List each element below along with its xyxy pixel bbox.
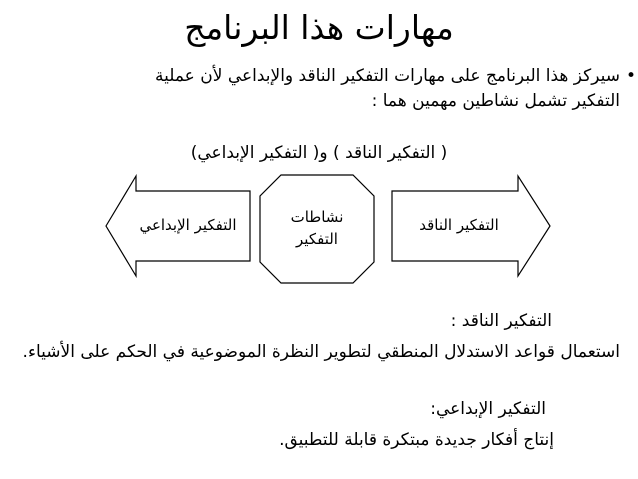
slide-title: مهارات هذا البرنامج (184, 8, 454, 47)
creative-thinking-heading: التفكير الإبداعي: (430, 399, 546, 419)
intro-line-1: سيركز هذا البرنامج على مهارات التفكير الناقد والإبداعي لأن عملية (154, 66, 620, 86)
critical-thinking-heading: التفكير الناقد : (450, 311, 552, 331)
right-arrow-label: التفكير الناقد (419, 216, 499, 234)
left-arrow-label: التفكير الإبداعي (139, 216, 237, 234)
thinking-pair-line: ( التفكير الناقد ) و( التفكير الإبداعي) (190, 143, 448, 163)
center-label-line-1: نشاطات (290, 208, 344, 226)
creative-thinking-definition: إنتاج أفكار جديدة مبتكرة قابلة للتطبيق. (279, 430, 554, 450)
critical-thinking-definition: استعمال قواعد الاستدلال المنطقي لتطوير النظرة الموضوعية في الحكم على الأشياء. (22, 342, 620, 362)
center-label-line-2: التفكير (296, 230, 338, 248)
intro-line-2: التفكير تشمل نشاطين مهمين هما : (371, 91, 620, 111)
bullet-marker: • (625, 66, 636, 86)
